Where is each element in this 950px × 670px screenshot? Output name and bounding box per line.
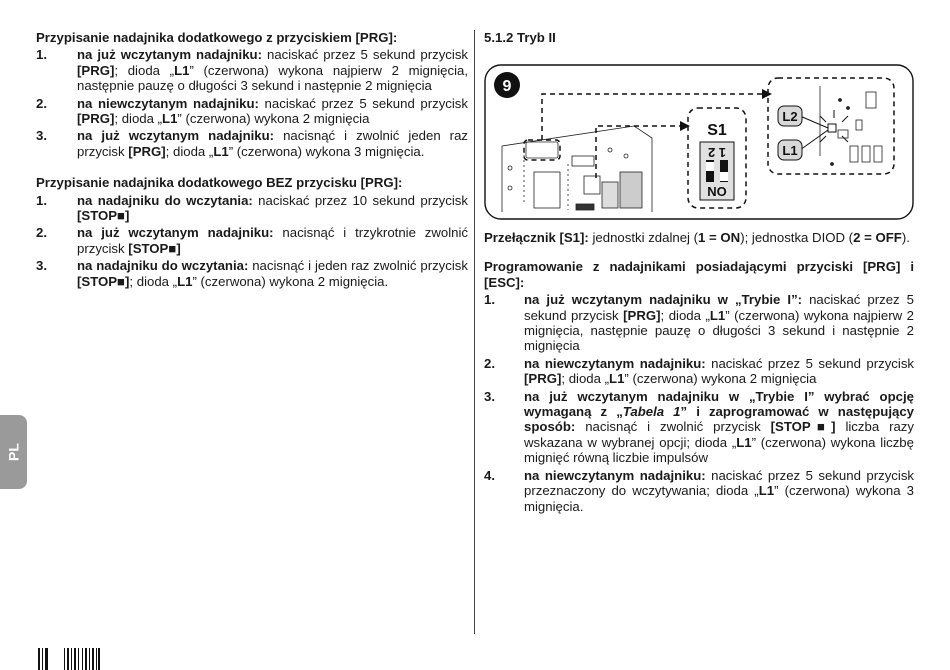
led-l2-label: L2	[782, 109, 798, 124]
right-column	[484, 30, 914, 47]
language-tab-label: PL	[4, 443, 21, 461]
section-title-prg-esc: Programowanie z nadajnikami posiadającymi przyciski [PRG] i [ESC]:	[484, 259, 914, 290]
step-text: nacisnąć i zwolnić przycisk	[575, 419, 771, 435]
list-item	[36, 128, 468, 159]
figure-number: 9	[502, 78, 512, 95]
step-label: ” i zaprogramować w następujący sposób:	[524, 404, 914, 435]
step-text: ; dioda „	[660, 307, 710, 323]
step-number: 2.	[484, 355, 495, 371]
switch-note-text: ).	[901, 230, 910, 245]
arrow-icon	[762, 89, 772, 99]
step-label: na niewczytanym nadajniku:	[524, 467, 706, 483]
step-text: ” (czerwona) wykona liczbę mignięć równą liczbie impulsów	[524, 434, 914, 466]
list-item	[36, 193, 468, 224]
section-title-without-prg: Przypisanie nadajnika dodatkowego BEZ przycisku [PRG]:	[36, 175, 403, 191]
step-text: ” (czerwona) wykona najpierw 2 mignięcia, następnie pauzę o długości 3 sekund i następnie 2 mignięcia	[77, 62, 468, 94]
button-name: [STOP■]	[77, 273, 130, 289]
step-label: na nadajniku do wczytania:	[77, 258, 249, 274]
step-number: 3.	[36, 128, 47, 144]
switch-state-label: NO	[707, 184, 727, 199]
column-divider	[474, 30, 475, 634]
led-name: L1	[609, 371, 625, 387]
step-label: na już wczytanym nadajniku:	[77, 128, 275, 144]
step-text: naciskać przez 10 sekund przycisk	[252, 192, 468, 208]
list-item	[484, 468, 914, 514]
led-name: L1	[174, 62, 190, 78]
steps-list-without-prg	[36, 193, 468, 289]
step-text: ” (czerwona) wykona najpierw 2 mignięcia, następnie pauzę o długości 3 sekund i następnie 2 mignięcia	[524, 307, 915, 354]
step-label: na już wczytanym nadajniku w „Trybie I” wybrać opcję wymaganą z „	[524, 388, 914, 420]
step-text: ” (czerwona) wykona 3 mignięcia.	[228, 143, 425, 159]
switch-note-label: Przełącznik [S1]:	[484, 230, 589, 245]
led-name: L1	[736, 434, 752, 450]
list-item	[484, 356, 914, 387]
list-item	[36, 258, 468, 289]
switch-note-value: 2 = OFF	[853, 230, 902, 245]
right-column-text	[484, 230, 914, 516]
list-item	[484, 389, 914, 466]
switch-note-value: 1 = ON	[698, 230, 741, 245]
step-number: 4.	[484, 467, 495, 483]
step-label: na niewczytanym nadajniku:	[77, 95, 259, 111]
steps-list-prg-esc	[484, 292, 914, 514]
left-column	[36, 30, 468, 291]
switch-note-text: jednostki zdalnej (	[588, 230, 699, 245]
step-text: nacisnąć i jeden raz zwolnić przycisk	[248, 258, 468, 274]
step-text: nacisnąć i trzykrotnie zwolnić przycisk	[77, 225, 469, 256]
switch-label: S1	[707, 122, 727, 139]
section-title-with-prg: Przypisanie nadajnika dodatkowego z przyciskiem [PRG]:	[36, 30, 398, 45]
step-text: liczba razy wskazana w wybranej opcji; dioda „	[524, 419, 914, 450]
button-name: [STOP■]	[770, 419, 836, 435]
step-label: na już wczytanym nadajniku:	[77, 47, 262, 63]
step-text: naciskać przez 5 sekund przycisk	[705, 355, 915, 371]
list-item	[36, 96, 468, 127]
step-text: ; dioda „	[129, 273, 178, 289]
step-text: ” (czerwona) wykona 2 mignięcia	[177, 111, 370, 127]
section-heading-tryb-ii: 5.1.2 Tryb II	[484, 30, 556, 45]
button-name: [PRG]	[77, 62, 115, 78]
button-name: [PRG]	[77, 111, 115, 127]
step-text: ” (czerwona) wykona 2 mignięcia.	[192, 273, 389, 289]
barcode	[38, 648, 100, 670]
button-name: [STOP■]	[77, 208, 130, 224]
table-reference: Tabela 1	[622, 404, 681, 420]
step-number: 1.	[36, 192, 47, 208]
list-item	[36, 225, 468, 256]
led-name: L1	[709, 307, 726, 323]
step-number: 1.	[36, 47, 47, 63]
step-text: naciskać przez 5 sekund przycisk	[524, 292, 914, 323]
led-name: L1	[758, 483, 775, 499]
step-label: na nadajniku do wczytania:	[77, 192, 253, 208]
step-label: na już wczytanym nadajniku:	[77, 225, 274, 241]
step-number: 3.	[36, 258, 47, 274]
step-number: 2.	[36, 95, 47, 111]
step-text: ; dioda „	[561, 371, 610, 387]
step-text: naciskać przez 5 sekund przycisk	[262, 47, 469, 63]
step-text: ; dioda „	[114, 111, 163, 127]
led-name: L1	[162, 111, 178, 127]
led-l1-label: L1	[782, 143, 798, 158]
button-name: [PRG]	[128, 143, 166, 159]
step-label: na niewczytanym nadajniku:	[524, 355, 706, 371]
step-text: ; dioda „	[114, 62, 175, 78]
step-number: 3.	[484, 388, 495, 404]
circuit-board-illustration	[502, 126, 652, 212]
step-text: naciskać przez 5 sekund przycisk przeznaczony do wczytywania; dioda „	[524, 467, 915, 499]
list-item	[484, 292, 914, 354]
led-name: L1	[213, 143, 229, 159]
step-text: ” (czerwona) wykona 3 mignięcia.	[524, 483, 915, 514]
steps-list-with-prg	[36, 47, 468, 159]
step-text: naciskać przez 5 sekund przycisk	[258, 95, 468, 111]
button-name: [PRG]	[524, 371, 562, 387]
switch-note-text: ); jednostka DIOD (	[740, 230, 854, 245]
step-number: 2.	[36, 225, 47, 241]
list-item	[36, 47, 468, 93]
step-text: ” (czerwona) wykona 2 mignięcia	[624, 371, 817, 387]
button-name: [STOP■]	[128, 240, 181, 256]
switch-positions: 1 2	[707, 145, 727, 160]
step-number: 1.	[484, 292, 495, 308]
switch-note	[484, 230, 914, 245]
step-label: na już wczytanym nadajniku w „Trybie I”:	[524, 292, 803, 308]
figure-9	[484, 64, 914, 220]
language-tab	[0, 415, 27, 489]
step-text: nacisnąć i zwolnić jeden raz przycisk	[77, 128, 468, 159]
led-name: L1	[177, 273, 193, 289]
step-text: ; dioda „	[165, 143, 214, 159]
button-name: [PRG]	[623, 307, 661, 323]
